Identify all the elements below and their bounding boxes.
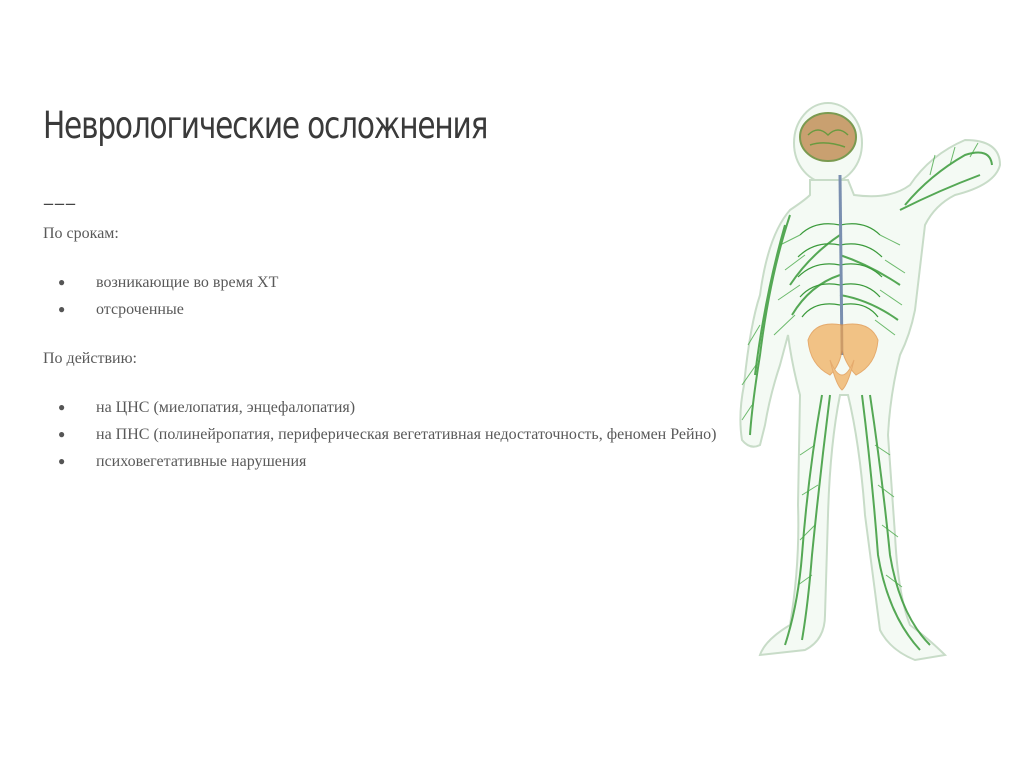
- list-item: ● на ЦНС (миелопатия, энцефалопатия): [43, 394, 743, 421]
- list-item: ● на ПНС (полинейропатия, периферическая вегетативная недостаточность, феномен Рейно): [43, 421, 743, 448]
- bullet-list: [43, 394, 743, 475]
- bullet-list: [43, 269, 743, 323]
- section-label: По срокам:: [43, 225, 119, 242]
- list-item: ● возникающие во время ХТ: [43, 269, 743, 296]
- bullet-icon: ●: [58, 454, 66, 468]
- bullet-icon: ●: [58, 400, 66, 414]
- slide-body: [43, 220, 743, 475]
- slide-title: Неврологические осложнения: [43, 104, 488, 147]
- bullet-icon: ●: [58, 275, 66, 289]
- list-item: ● психовегетативные нарушения: [43, 448, 743, 475]
- title-divider: ___: [44, 185, 77, 206]
- bullet-icon: ●: [58, 427, 66, 441]
- nervous-system-illustration-icon: [730, 95, 1010, 675]
- section-label: По действию:: [43, 350, 137, 367]
- list-item: ● отсроченные: [43, 296, 743, 323]
- bullet-icon: ●: [58, 302, 66, 316]
